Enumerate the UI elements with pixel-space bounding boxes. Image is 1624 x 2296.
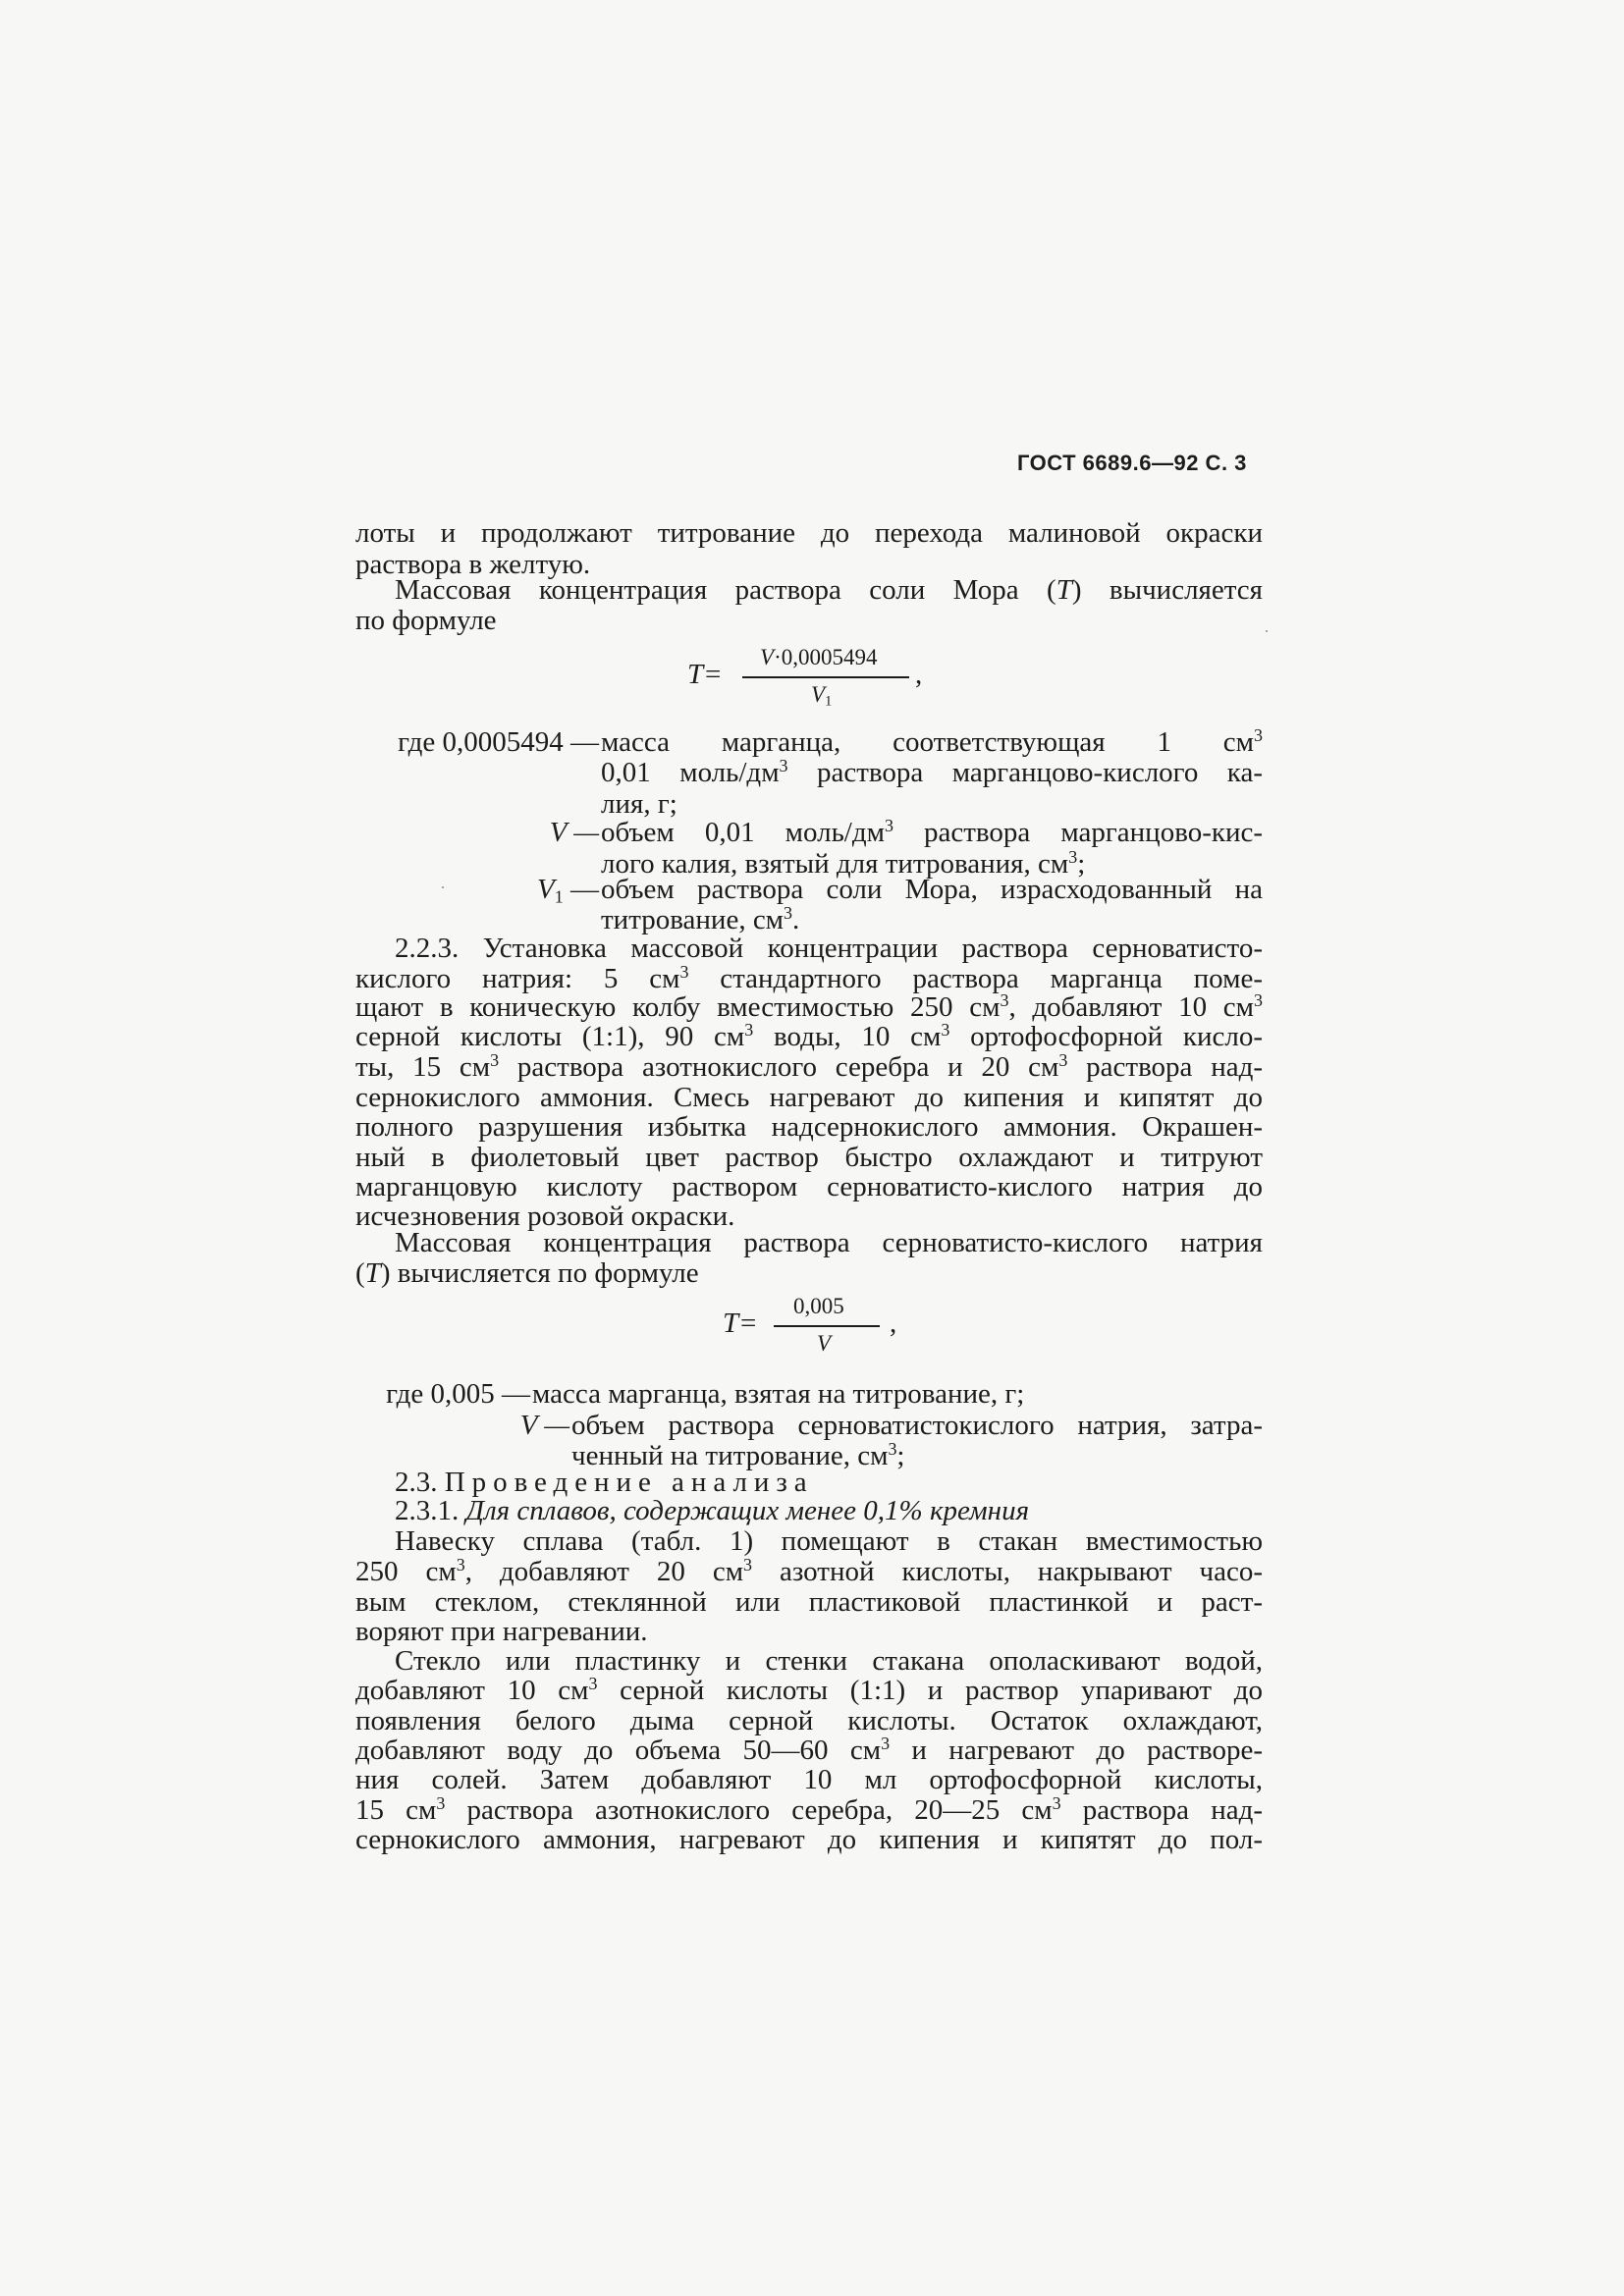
text-line: титрование, $см^3$. bbox=[601, 903, 800, 935]
formula-thiosulfate bbox=[723, 1294, 899, 1372]
text-line: добавляют воду до объема 50—60 $см^3$ и нагревают до растворе- bbox=[355, 1734, 1264, 1766]
definition-term: где 0,005 — bbox=[386, 1378, 530, 1410]
definition-term: $V_1$ — bbox=[537, 874, 599, 907]
formula-comma: , bbox=[890, 1308, 897, 1339]
text-line: 2.2.3. Установка массовой концентрации раствора серноватисто- bbox=[395, 933, 1263, 964]
text-line: Массовая концентрация раствора серноватисто-кислого натрия bbox=[395, 1227, 1263, 1258]
text-line: ты, 15 $см^3$ раствора азотнокислого серебра и 20 $см^3$ раствора над- bbox=[355, 1050, 1263, 1083]
definition-term: V — bbox=[549, 817, 599, 848]
section-heading: 2.3. Проведение анализа bbox=[395, 1467, 814, 1498]
text-line: сернокислого аммония. Смесь нагревают до кипения и кипятят до bbox=[355, 1082, 1263, 1113]
text-line: Навеску сплава (табл. 1) помещают в стакан вместимостью bbox=[395, 1525, 1263, 1557]
text-line: ченный на титрование, $см^3$; bbox=[571, 1439, 905, 1471]
formula-numerator: V·0,0005494 bbox=[760, 645, 878, 669]
text-line: исчезновения розовой окраски. bbox=[355, 1201, 735, 1232]
definition-term: V — bbox=[519, 1410, 569, 1441]
text-line: марганцовую кислоту раствором серноватисто-кислого натрия до bbox=[355, 1171, 1263, 1202]
text-line: воряют при нагревании. bbox=[355, 1616, 648, 1647]
text-line: ный в фиолетовый цвет раствор быстро охлаждают и титруют bbox=[355, 1142, 1263, 1173]
scan-speck bbox=[1266, 630, 1268, 632]
text-line: 0,01 моль/$дм^3$ раствора марганцово-кислого ка- bbox=[601, 756, 1263, 788]
text-line: масса марганца, взятая на титрование, г; bbox=[532, 1378, 1025, 1410]
formula-denominator: $V_1$ bbox=[811, 682, 833, 710]
text-line: 15 $см^3$ раствора азотнокислого серебра, 20—25 $см^3$ раствора над- bbox=[355, 1793, 1263, 1826]
definition-term: где 0,0005494 — bbox=[398, 726, 599, 758]
text-line: масса марганца, соответствующая 1 $см^3$ bbox=[601, 725, 1263, 758]
text-line: кислого натрия: 5 $см^3$ стандартного раствора марганца поме- bbox=[355, 962, 1263, 994]
text-line: лого калия, взятый для титрования, $см^3$; bbox=[601, 847, 1086, 880]
text-line: серной кислоты (1:1), 90 $см^3$ воды, 10 $см^3$ ортофосфорной кисло- bbox=[355, 1020, 1263, 1052]
text-line: вым стеклом, стеклянной или пластиковой пластинкой и раст- bbox=[355, 1586, 1263, 1618]
text-line: сернокислого аммония, нагревают до кипения и кипятят до пол- bbox=[355, 1824, 1263, 1855]
text-line: лия, г; bbox=[601, 788, 677, 820]
text-line: лоты и продолжают титрование до перехода малиновой окраски bbox=[355, 517, 1263, 549]
text-line: 250 $см^3$, добавляют 20 $см^3$ азотной кислоты, накрывают часо- bbox=[355, 1555, 1263, 1587]
fraction-bar bbox=[774, 1325, 880, 1327]
text-line: ния солей. Затем добавляют 10 мл ортофосфорной кислоты, bbox=[355, 1764, 1263, 1795]
text-line: появления белого дыма серной кислоты. Остаток охлаждают, bbox=[355, 1705, 1263, 1736]
formula-comma: , bbox=[915, 659, 923, 690]
text-line: объем 0,01 моль/$дм^3$ раствора марганцово-кис- bbox=[601, 816, 1263, 848]
formula-lhs: T= bbox=[687, 659, 723, 690]
formula-lhs: T= bbox=[723, 1308, 758, 1339]
text-line: раствора в желтую. bbox=[355, 549, 591, 580]
text-line: Массовая концентрация раствора соли Мора (T) вычисляется bbox=[395, 574, 1263, 606]
fraction-bar bbox=[742, 676, 909, 678]
text-line: полного разрушения избытка надсернокислого аммония. Окрашен- bbox=[355, 1111, 1263, 1143]
text-line: по формуле bbox=[355, 605, 497, 636]
text-line: щают в коническую колбу вместимостью 250 $см^3$, добавляют 10 $см^3$ bbox=[355, 990, 1263, 1023]
page-header: ГОСТ 6689.6—92 С. 3 bbox=[1017, 451, 1247, 475]
text-line: (T) вычисляется по формуле bbox=[355, 1257, 699, 1289]
formula-mohr-salt bbox=[687, 643, 943, 721]
scan-speck bbox=[442, 886, 444, 888]
text-line: добавляют 10 $см^3$ серной кислоты (1:1) и раствор упаривают до bbox=[355, 1674, 1263, 1706]
formula-denominator: V bbox=[817, 1331, 832, 1356]
text-line: Стекло или пластинку и стенки стакана ополаскивают водой, bbox=[395, 1645, 1263, 1677]
text-line: объем раствора соли Мора, израсходованный на bbox=[601, 874, 1263, 905]
text-line: объем раствора серноватистокислого натрия, затра- bbox=[571, 1410, 1263, 1441]
subsection-heading: 2.3.1. Для сплавов, содержащих менее 0,1% кремния bbox=[395, 1495, 1030, 1526]
formula-numerator: 0,005 bbox=[793, 1294, 844, 1318]
